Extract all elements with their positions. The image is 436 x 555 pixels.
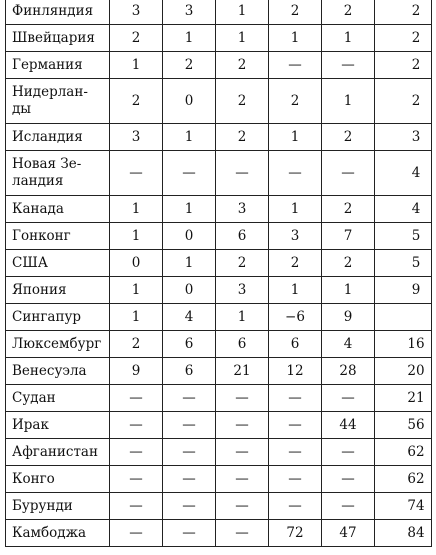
value-cell: — bbox=[110, 151, 163, 196]
value-cell: — bbox=[269, 52, 322, 79]
table-row bbox=[6, 0, 432, 25]
value-cell: — bbox=[322, 493, 375, 520]
value-cell: — bbox=[216, 151, 269, 196]
value-cell: — bbox=[216, 466, 269, 493]
value-cell: 1 bbox=[269, 277, 322, 304]
country-cell: Исландия bbox=[6, 124, 110, 151]
value-cell: 1 bbox=[322, 79, 375, 124]
value-cell: 3 bbox=[110, 0, 163, 25]
country-cell: Ирак bbox=[6, 412, 110, 439]
value-cell: 62 bbox=[375, 466, 432, 493]
value-cell: — bbox=[269, 493, 322, 520]
country-cell: Сингапур bbox=[6, 304, 110, 331]
country-cell: Конго bbox=[6, 466, 110, 493]
table-row bbox=[6, 25, 432, 52]
value-cell: — bbox=[269, 439, 322, 466]
value-cell: 44 bbox=[322, 412, 375, 439]
value-cell: 2 bbox=[110, 25, 163, 52]
value-cell: 2 bbox=[375, 25, 432, 52]
table-row bbox=[6, 196, 432, 223]
value-cell: — bbox=[110, 466, 163, 493]
country-cell: Венесуэла bbox=[6, 358, 110, 385]
value-cell: 1 bbox=[110, 304, 163, 331]
country-cell: Новая Зе- ландия bbox=[6, 151, 110, 196]
value-cell: 2 bbox=[216, 79, 269, 124]
value-cell: — bbox=[269, 385, 322, 412]
table-row bbox=[6, 520, 432, 547]
table-row bbox=[6, 304, 432, 331]
value-cell: 5 bbox=[375, 250, 432, 277]
value-cell: 2 bbox=[110, 331, 163, 358]
value-cell: 2 bbox=[216, 250, 269, 277]
value-cell: — bbox=[269, 412, 322, 439]
value-cell: 3 bbox=[216, 196, 269, 223]
table-row bbox=[6, 79, 432, 124]
value-cell: 2 bbox=[322, 196, 375, 223]
value-cell: — bbox=[322, 151, 375, 196]
value-cell: 6 bbox=[216, 331, 269, 358]
value-cell: 1 bbox=[110, 223, 163, 250]
value-cell: — bbox=[216, 520, 269, 547]
value-cell: — bbox=[110, 385, 163, 412]
value-cell: 1 bbox=[163, 250, 216, 277]
value-cell: 21 bbox=[216, 358, 269, 385]
value-cell: 1 bbox=[110, 277, 163, 304]
value-cell: — bbox=[163, 520, 216, 547]
country-cell: Нидерлан- ды bbox=[6, 79, 110, 124]
country-cell: Германия bbox=[6, 52, 110, 79]
value-cell: 1 bbox=[110, 196, 163, 223]
value-cell: — bbox=[216, 439, 269, 466]
table-row bbox=[6, 493, 432, 520]
value-cell: — bbox=[163, 385, 216, 412]
value-cell: −6 bbox=[269, 304, 322, 331]
value-cell: 1 bbox=[269, 25, 322, 52]
value-cell: 3 bbox=[216, 277, 269, 304]
value-cell: 6 bbox=[216, 223, 269, 250]
value-cell: 9 bbox=[110, 358, 163, 385]
table-row bbox=[6, 223, 432, 250]
value-cell: — bbox=[269, 466, 322, 493]
value-cell: — bbox=[163, 493, 216, 520]
table-row bbox=[6, 151, 432, 196]
value-cell: — bbox=[322, 52, 375, 79]
value-cell: 72 bbox=[269, 520, 322, 547]
country-cell: США bbox=[6, 250, 110, 277]
value-cell: — bbox=[163, 151, 216, 196]
value-cell: 6 bbox=[163, 331, 216, 358]
table-row bbox=[6, 412, 432, 439]
value-cell: 1 bbox=[110, 52, 163, 79]
value-cell bbox=[375, 304, 432, 331]
value-cell: 2 bbox=[322, 250, 375, 277]
table-row bbox=[6, 52, 432, 79]
table-row bbox=[6, 466, 432, 493]
country-cell: Швейцария bbox=[6, 25, 110, 52]
value-cell: 28 bbox=[322, 358, 375, 385]
value-cell: 0 bbox=[163, 223, 216, 250]
value-cell: — bbox=[163, 439, 216, 466]
value-cell: 3 bbox=[269, 223, 322, 250]
table-row bbox=[6, 331, 432, 358]
value-cell: 2 bbox=[375, 79, 432, 124]
value-cell: 2 bbox=[322, 0, 375, 25]
country-cell: Канада bbox=[6, 196, 110, 223]
value-cell: 4 bbox=[375, 151, 432, 196]
value-cell: — bbox=[163, 412, 216, 439]
value-cell: — bbox=[110, 520, 163, 547]
value-cell: 4 bbox=[375, 196, 432, 223]
table-row bbox=[6, 124, 432, 151]
value-cell: 2 bbox=[375, 0, 432, 25]
value-cell: 0 bbox=[163, 277, 216, 304]
value-cell: 1 bbox=[216, 25, 269, 52]
value-cell: 1 bbox=[269, 124, 322, 151]
value-cell: 0 bbox=[163, 79, 216, 124]
value-cell: 2 bbox=[269, 250, 322, 277]
table-row bbox=[6, 250, 432, 277]
value-cell: 1 bbox=[322, 25, 375, 52]
value-cell: 4 bbox=[163, 304, 216, 331]
value-cell: 1 bbox=[163, 196, 216, 223]
value-cell: 12 bbox=[269, 358, 322, 385]
value-cell: 1 bbox=[216, 304, 269, 331]
country-cell: Люксембург bbox=[6, 331, 110, 358]
value-cell: 6 bbox=[269, 331, 322, 358]
value-cell: 2 bbox=[216, 52, 269, 79]
country-cell: Япония bbox=[6, 277, 110, 304]
value-cell: — bbox=[216, 493, 269, 520]
value-cell: 47 bbox=[322, 520, 375, 547]
value-cell: — bbox=[163, 466, 216, 493]
value-cell: 2 bbox=[216, 124, 269, 151]
value-cell: — bbox=[216, 412, 269, 439]
value-cell: 84 bbox=[375, 520, 432, 547]
value-cell: 2 bbox=[269, 0, 322, 25]
value-cell: 2 bbox=[322, 124, 375, 151]
value-cell: 1 bbox=[216, 0, 269, 25]
value-cell: 1 bbox=[269, 196, 322, 223]
value-cell: — bbox=[322, 385, 375, 412]
country-cell: Бурунди bbox=[6, 493, 110, 520]
country-cell: Финляндия bbox=[6, 0, 110, 25]
value-cell: 20 bbox=[375, 358, 432, 385]
value-cell: 62 bbox=[375, 439, 432, 466]
table-row bbox=[6, 277, 432, 304]
value-cell: 3 bbox=[163, 0, 216, 25]
country-cell: Судан bbox=[6, 385, 110, 412]
country-cell: Афганистан bbox=[6, 439, 110, 466]
value-cell: — bbox=[322, 439, 375, 466]
value-cell: — bbox=[110, 412, 163, 439]
table-row bbox=[6, 439, 432, 466]
value-cell: 1 bbox=[163, 124, 216, 151]
value-cell: — bbox=[322, 466, 375, 493]
value-cell: 2 bbox=[269, 79, 322, 124]
table-row bbox=[6, 385, 432, 412]
value-cell: 4 bbox=[322, 331, 375, 358]
value-cell: 5 bbox=[375, 223, 432, 250]
value-cell: 7 bbox=[322, 223, 375, 250]
table-body bbox=[6, 0, 432, 547]
value-cell: — bbox=[110, 439, 163, 466]
value-cell: 9 bbox=[375, 277, 432, 304]
value-cell: 21 bbox=[375, 385, 432, 412]
value-cell: 2 bbox=[110, 79, 163, 124]
value-cell: — bbox=[110, 493, 163, 520]
country-table bbox=[5, 0, 432, 547]
value-cell: — bbox=[269, 151, 322, 196]
value-cell: 56 bbox=[375, 412, 432, 439]
value-cell: 1 bbox=[163, 25, 216, 52]
value-cell: 6 bbox=[163, 358, 216, 385]
value-cell: 74 bbox=[375, 493, 432, 520]
value-cell: 16 bbox=[375, 331, 432, 358]
value-cell: — bbox=[216, 385, 269, 412]
value-cell: 1 bbox=[322, 277, 375, 304]
value-cell: 2 bbox=[375, 52, 432, 79]
value-cell: 9 bbox=[322, 304, 375, 331]
value-cell: 2 bbox=[163, 52, 216, 79]
value-cell: 0 bbox=[110, 250, 163, 277]
country-cell: Камбоджа bbox=[6, 520, 110, 547]
value-cell: 3 bbox=[110, 124, 163, 151]
country-cell: Гонконг bbox=[6, 223, 110, 250]
value-cell: 3 bbox=[375, 124, 432, 151]
table-row bbox=[6, 358, 432, 385]
